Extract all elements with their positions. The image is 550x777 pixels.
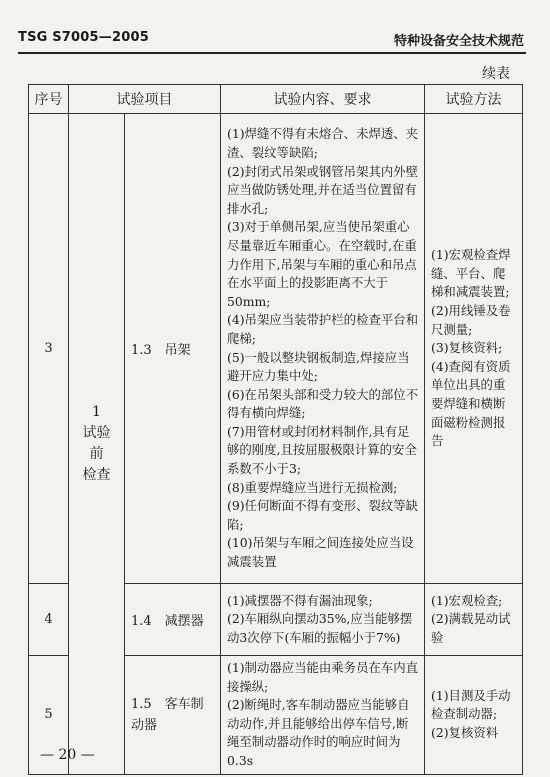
- row-item: 1.3 吊架: [125, 114, 221, 584]
- header-seq: 序号: [29, 85, 69, 114]
- continued-label: 续表: [482, 66, 510, 82]
- requirement-line: (9)任何断面不得有变形、裂纹等缺陷;: [227, 498, 419, 532]
- table-row: [29, 114, 523, 584]
- method-line: (3)复核资料;: [431, 340, 503, 356]
- requirement-line: (10)吊架与车厢之间连接处应当设减震装置: [227, 535, 414, 570]
- header-method: 试验方法: [425, 85, 523, 114]
- group-label-line: 试验: [82, 424, 111, 441]
- group-cell: [69, 114, 125, 775]
- method-line: (1)宏观检查;: [431, 592, 503, 608]
- requirement-line: (5)一般以整块钢板制造,焊接应当避开应力集中处;: [227, 349, 410, 384]
- group-label-line: 前: [89, 445, 104, 462]
- table-header-row: [29, 85, 523, 114]
- group-label-line: 检查: [82, 466, 111, 483]
- row-item: 1.4 减摆器: [125, 584, 221, 656]
- requirement-line: (1)制动器应当能由乘务员在车内直接操纵;: [227, 660, 419, 694]
- requirement-line: (3)对于单侧吊架,应当使吊架重心尽量靠近车厢重心。在空载时,在重力作用下,吊架与车厢的重心和吊点在水平面上的投影距离不大于50mm;: [227, 219, 417, 309]
- requirement-line: (2)封闭式吊架或钢管吊架其内外壁应当做防锈处理,并在适当位置留有排水孔;: [227, 163, 419, 216]
- requirements-cell: [221, 114, 425, 584]
- row-seq: 5: [29, 656, 69, 775]
- method-line: (2)用线锤及卷尺测量;: [431, 303, 511, 337]
- method-cell: [425, 656, 523, 775]
- requirement-line: (1)焊缝不得有未熔合、未焊透、夹渣、裂纹等缺陷;: [227, 126, 419, 160]
- header-requirements: 试验内容、要求: [221, 85, 425, 114]
- series-title: 特种设备安全技术规范: [393, 34, 524, 49]
- requirement-line: (2)车厢纵向摆动35%,应当能够摆动3次停下(车厢的振幅小于7%): [227, 611, 413, 645]
- requirement-line: (2)断绳时,客车制动器应当能够自动动作,并且能够给出停车信号,断绳至制动器动作时的响应时间为0.3s: [227, 697, 410, 768]
- method-line: (1)目测及手动检查制动器;: [431, 687, 511, 722]
- group-number: 1: [92, 403, 101, 420]
- requirement-line: (7)用管材或封闭材料制作,具有足够的刚度,且按屈服极限计算的安全系数不小于3;: [227, 423, 417, 477]
- method-line: (4)查阅有资质单位出具的重要焊缝和横断面磁粉检测报告: [431, 358, 511, 449]
- row-seq: 3: [29, 114, 69, 584]
- requirement-line: (4)吊架应当装带护栏的检查平台和爬梯;: [227, 312, 419, 346]
- method-line: (1)宏观检查焊缝、平台、爬梯和减震装置;: [431, 247, 511, 300]
- row-seq: 4: [29, 584, 69, 656]
- requirement-line: (6)在吊架头部和受力较大的部位不得有横向焊缝;: [227, 386, 419, 421]
- requirements-cell: [221, 584, 425, 656]
- spec-table: [28, 84, 523, 775]
- method-line: (2)复核资料: [431, 725, 499, 741]
- requirements-cell: [221, 656, 425, 775]
- page-number: — 20 —: [40, 747, 95, 763]
- requirement-line: (8)重要焊缝应当进行无损检测;: [227, 479, 398, 495]
- method-line: (2)满载晃动试验: [431, 611, 511, 645]
- requirement-line: (1)减摆器不得有漏油现象;: [227, 592, 373, 608]
- method-cell: [425, 114, 523, 584]
- method-cell: [425, 584, 523, 656]
- header-item: 试验项目: [69, 85, 221, 114]
- standard-code: TSG S7005—2005: [18, 30, 149, 45]
- row-item: 1.5 客车制动器: [125, 656, 221, 775]
- header-rule: [18, 52, 526, 54]
